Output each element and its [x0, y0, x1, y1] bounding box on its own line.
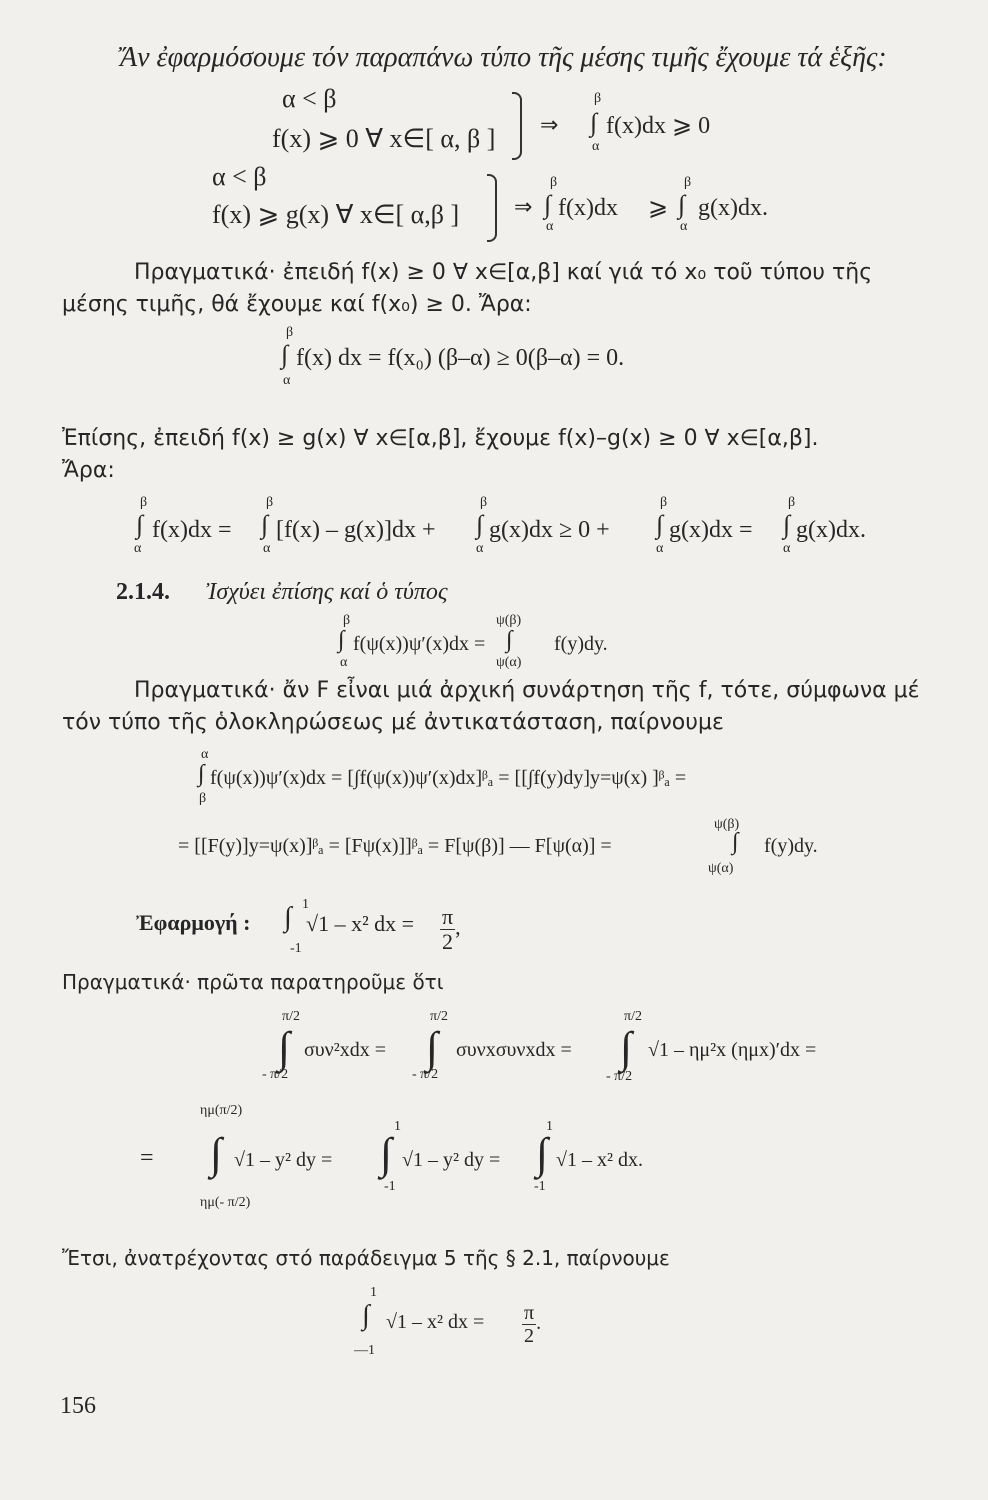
proof4-upper-2: π/2: [430, 1009, 448, 1024]
proof3-eq2-lower: ψ(α): [708, 861, 734, 876]
proof1-equation: f(x) dx = f(x₀) (β–α) ≥ 0(β–α) = 0.: [296, 345, 625, 371]
impl2-lower-b: α: [680, 219, 688, 234]
application-frac-den: 2: [442, 929, 454, 955]
proof2-t3: g(x)dx ≥ 0 +: [489, 517, 610, 543]
application-frac-num: π: [442, 904, 454, 929]
conclusion-fraction: [522, 1302, 541, 1347]
proof3-eq1: f(ψ(x))ψ′(x)dx = [∫f(ψ(x))ψ′(x)dx]ᵝₐ = [[∫f(y)dy]y=ψ(x) ]ᵝₐ =: [210, 767, 687, 789]
proof3-upper: α: [201, 747, 209, 762]
impl2-brace: [487, 174, 497, 242]
section-number: 2.1.4.: [116, 579, 170, 605]
impl2-lower-a: α: [546, 219, 554, 234]
proof2-integral-2: ∫: [261, 510, 269, 539]
section-upper-right: ψ(β): [496, 613, 522, 628]
proof4-eq-sign: =: [140, 1145, 154, 1171]
conclusion-frac-num: π: [524, 1302, 535, 1324]
proof2-integral-5: ∫: [783, 510, 791, 539]
conclusion-expr: √1 – x² dx =: [386, 1311, 485, 1333]
impl1-upper: β: [594, 91, 602, 106]
proof4-integral-4: ∫: [210, 1129, 223, 1178]
proof2-t2: [f(x) – g(x)]dx +: [276, 517, 436, 543]
section-integral-right: ∫: [506, 627, 513, 653]
proof2-upper-3: β: [480, 495, 488, 510]
proof2-integral-3: ∫: [476, 510, 484, 539]
application-expr: √1 – x² dx =: [306, 911, 415, 936]
application-comma: ,: [455, 914, 461, 940]
proof4-t1: συν²xdx =: [304, 1039, 387, 1061]
conclusion-line: Ἔτσι, ἀνατρέχοντας στό παράδειγμα 5 τῆς § 2.1, παίρνουμε: [62, 1246, 670, 1270]
proof3-eq2-integral: ∫: [732, 829, 739, 855]
proof2-lower-4: α: [656, 541, 664, 556]
proof3-line2: τόν τύπο τῆς ὁλοκληρώσεως μέ ἀντικατάσταση, παίρνουμε: [62, 710, 724, 735]
proof1-lower: α: [283, 373, 291, 388]
proof4-upper-3: π/2: [624, 1009, 642, 1024]
proof4-t6: √1 – x² dx.: [556, 1149, 643, 1171]
proof1-line2: μέσης τιμῆς, θά ἔχουμε καί f(x₀) ≥ 0. Ἄρα:: [62, 292, 532, 317]
section-title: Ἰσχύει ἐπίσης καί ὁ τύπος: [206, 579, 448, 605]
proof2-upper-4: β: [660, 495, 668, 510]
intro-line: Ἄν ἐφαρμόσουμε τόν παραπάνω τύπο τῆς μέσης τιμῆς ἔχουμε τά ἑξῆς:: [120, 42, 887, 73]
impl1-lower: α: [592, 139, 600, 154]
impl2-cond1: α < β: [212, 162, 267, 191]
application-lower: -1: [290, 941, 302, 956]
proof4-up-lim: ημ(π/2): [200, 1103, 243, 1118]
application-fraction: [440, 905, 461, 954]
proof4-t2: συνxσυνxdx =: [456, 1039, 572, 1061]
impl2-upper-b: β: [684, 175, 692, 190]
proof3-line1: Πραγματικά· ἄν F εἶναι μιά ἀρχική συνάρτηση τῆς f, τότε, σύμφωνα μέ: [134, 678, 920, 703]
impl1-brace: [512, 92, 522, 160]
proof2-lower-5: α: [783, 541, 791, 556]
proof3-lower: β: [199, 791, 207, 806]
impl1-cond2: f(x) ⩾ 0 ∀ x∈[ α, β ]: [272, 124, 496, 153]
proof2-lower-2: α: [263, 541, 271, 556]
section-lower-left: α: [340, 655, 348, 670]
proof2-upper-1: β: [140, 495, 148, 510]
proof4-lower-3: - π/2: [606, 1069, 633, 1084]
proof4-integral-1: ∫: [278, 1023, 291, 1072]
proof4-t5: √1 – y² dy =: [402, 1149, 501, 1171]
proof2-integral-4: ∫: [656, 510, 664, 539]
section-upper-left: β: [343, 613, 351, 628]
proof4-line1: Πραγματικά· πρῶτα παρατηροῦμε ὅτι: [62, 970, 444, 994]
proof4-integral-6: ∫: [536, 1129, 549, 1178]
proof2-lower-3: α: [476, 541, 484, 556]
page-number: 156: [60, 1393, 96, 1419]
application-label: Ἐφαρμογή :: [136, 910, 251, 935]
proof3-integral: ∫: [198, 761, 205, 787]
impl2-integral-a: ∫: [544, 190, 552, 219]
impl1-arrow: ⇒: [540, 112, 559, 137]
conclusion-upper: 1: [370, 1285, 377, 1300]
application-upper: 1: [302, 897, 309, 912]
proof3-eq2: = [[F(y)]y=ψ(x)]ᵝₐ = [Fψ(x)]]ᵝₐ = F[ψ(β)] — F[ψ(α)] =: [178, 835, 612, 857]
proof4-upper-one-b: 1: [546, 1119, 553, 1134]
impl2-integral-b: ∫: [678, 190, 686, 219]
conclusion-integral: ∫: [362, 1300, 370, 1331]
impl2-arrow: ⇒: [514, 194, 533, 219]
proof1-upper: β: [286, 325, 294, 340]
section-lower-right: ψ(α): [496, 655, 522, 670]
proof4-upper-1: π/2: [282, 1009, 300, 1024]
proof1-line1: Πραγματικά· ἐπειδή f(x) ≥ 0 ∀ x∈[α,β] καί γιά τό x₀ τοῦ τύπου τῆς: [134, 260, 873, 285]
proof2-t5: g(x)dx.: [796, 517, 866, 543]
impl1-integral: ∫: [590, 108, 598, 137]
impl2-cond2: f(x) ⩾ g(x) ∀ x∈[ α,β ]: [212, 200, 460, 229]
impl2-left: f(x)dx: [558, 195, 618, 221]
conclusion-dot: .: [536, 1312, 542, 1335]
proof4-lower-minus-one-b: -1: [534, 1179, 546, 1194]
section-left-expr: f(ψ(x))ψ′(x)dx =: [353, 633, 486, 655]
impl2-right: g(x)dx.: [698, 195, 768, 221]
proof4-lower-minus-one-a: -1: [384, 1179, 396, 1194]
section-integral-left: ∫: [338, 627, 345, 653]
conclusion-lower: —1: [354, 1343, 375, 1358]
conclusion-frac-den: 2: [524, 1325, 535, 1347]
proof2-lower-1: α: [134, 541, 142, 556]
proof4-t3: √1 – ημ²x (ημx)′dx =: [648, 1039, 817, 1061]
proof4-integral-5: ∫: [380, 1129, 393, 1178]
proof2-upper-2: β: [266, 495, 274, 510]
proof4-t4: √1 – y² dy =: [234, 1149, 333, 1171]
proof4-upper-one-a: 1: [394, 1119, 401, 1134]
proof4-lower-1: - π/2: [262, 1067, 289, 1082]
application-integral: ∫: [284, 902, 292, 933]
proof4-lower-2: - π/2: [412, 1067, 439, 1082]
proof2-integral-1: ∫: [136, 510, 144, 539]
impl1-cond1: α < β: [282, 84, 337, 113]
section-right-expr: f(y)dy.: [554, 633, 608, 655]
impl2-upper-a: β: [550, 175, 558, 190]
proof2-line1: Ἐπίσης, ἐπειδή f(x) ≥ g(x) ∀ x∈[α,β], ἔχουμε f(x)–g(x) ≥ 0 ∀ x∈[α,β].: [62, 426, 819, 451]
proof4-integral-2: ∫: [426, 1023, 439, 1072]
proof3-eq2-upper: ψ(β): [714, 817, 740, 832]
proof4-lo-lim: ημ(- π/2): [200, 1195, 251, 1210]
impl2-geq: ⩾: [648, 195, 669, 221]
proof4-integral-3: ∫: [620, 1023, 633, 1072]
proof2-line2: Ἄρα:: [62, 458, 115, 483]
proof1-integral: ∫: [281, 340, 289, 369]
proof2-t1: f(x)dx =: [152, 517, 232, 543]
proof2-upper-5: β: [788, 495, 796, 510]
proof3-eq2-end: f(y)dy.: [764, 835, 818, 857]
proof2-t4: g(x)dx =: [669, 517, 753, 543]
impl1-result: f(x)dx ⩾ 0: [606, 113, 711, 139]
